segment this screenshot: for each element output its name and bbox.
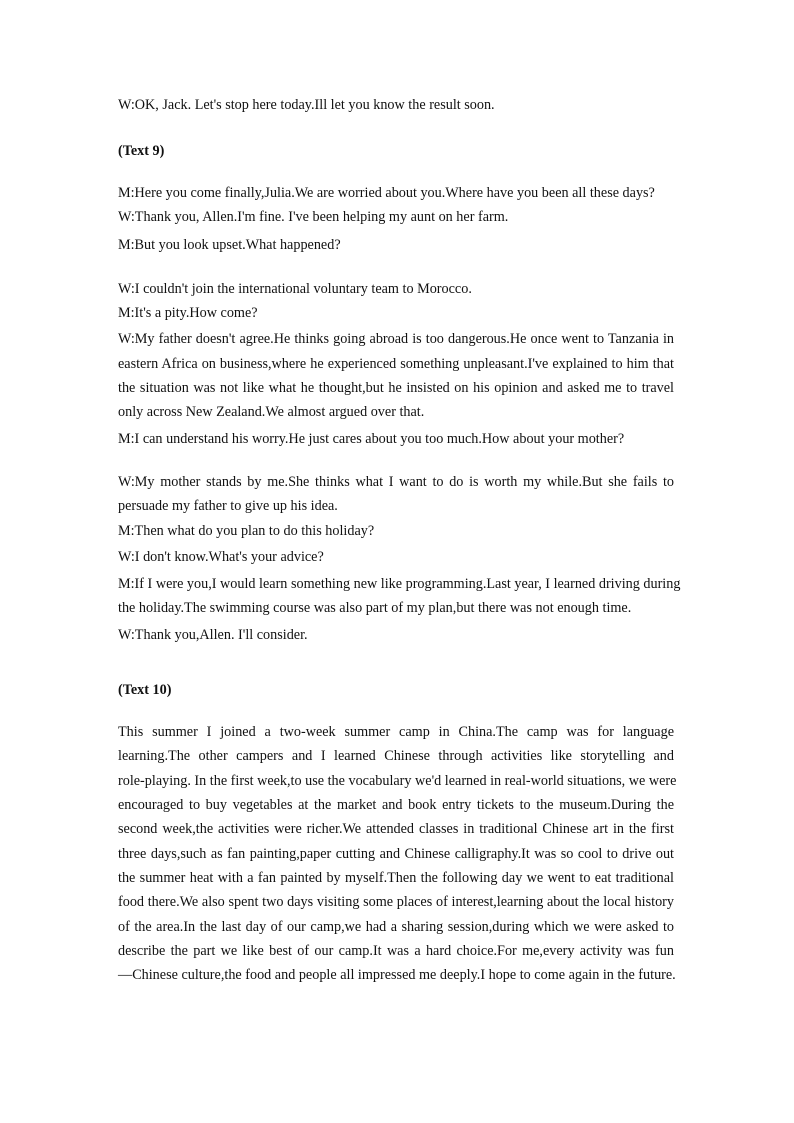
dialogue-line: M:It's a pity.How come? [118,305,258,321]
paragraph-line: describe the part we like best of our camp.It was a hard choice.For me,every activity was fun [118,943,674,959]
dialogue-line: M:If I were you,I would learn something new like programming.Last year, I learned driving during [118,576,681,592]
dialogue-line: M:Here you come finally,Julia.We are worried about you.Where have you been all these days? [118,185,655,201]
dialogue-line: W:I don't know.What's your advice? [118,549,324,565]
dialogue-line: eastern Africa on business,where he experienced something unpleasant.I've explained to him that [118,356,674,372]
top-line: W:OK, Jack. Let's stop here today.Ill let you know the result soon. [118,97,495,113]
paragraph-line: the summer heat with a fan painted by myself.Then the following day we went to eat traditional [118,870,674,886]
paragraph-line: role-playing. In the first week,to use the vocabulary we'd learned in real-world situations, we were [118,773,677,789]
paragraph-line: three days,such as fan painting,paper cutting and Chinese calligraphy.It was so cool to drive out [118,846,674,862]
paragraph-line: food there.We also spent two days visiting some places of interest,learning about the local history [118,894,674,910]
text9-heading: (Text 9) [118,143,165,159]
paragraph-line: encouraged to buy vegetables at the market and book entry tickets to the museum.During the [118,797,674,813]
dialogue-line: W:My father doesn't agree.He thinks going abroad is too dangerous.He once went to Tanzania in [118,331,674,347]
dialogue-line: only across New Zealand.We almost argued over that. [118,404,425,420]
text10-heading: (Text 10) [118,682,172,698]
paragraph-line: —Chinese culture,the food and people all impressed me deeply.I hope to come again in the future. [118,967,676,983]
paragraph-line: second week,the activities were richer.We attended classes in traditional Chinese art in the first [118,821,674,837]
paragraph-line: learning.The other campers and I learned Chinese through activities like storytelling and [118,748,674,764]
dialogue-line: the holiday.The swimming course was also part of my plan,but there was not enough time. [118,600,632,616]
dialogue-line: W:My mother stands by me.She thinks what I want to do is worth my while.But she fails to [118,474,674,490]
paragraph-line: of the area.In the last day of our camp,we had a sharing session,during which we were asked to [118,919,674,935]
dialogue-line: the situation was not like what he thought,but he insisted on his opinion and asked me to travel [118,380,674,396]
dialogue-line: W:Thank you, Allen.I'm fine. I've been helping my aunt on her farm. [118,209,509,225]
dialogue-line: M:But you look upset.What happened? [118,237,341,253]
dialogue-line: W:I couldn't join the international voluntary team to Morocco. [118,281,472,297]
dialogue-line: M:I can understand his worry.He just cares about you too much.How about your mother? [118,431,625,447]
dialogue-line: W:Thank you,Allen. I'll consider. [118,627,308,643]
paragraph-line: This summer I joined a two-week summer camp in China.The camp was for language [118,724,674,740]
dialogue-line: persuade my father to give up his idea. [118,498,338,514]
dialogue-line: M:Then what do you plan to do this holiday? [118,523,375,539]
